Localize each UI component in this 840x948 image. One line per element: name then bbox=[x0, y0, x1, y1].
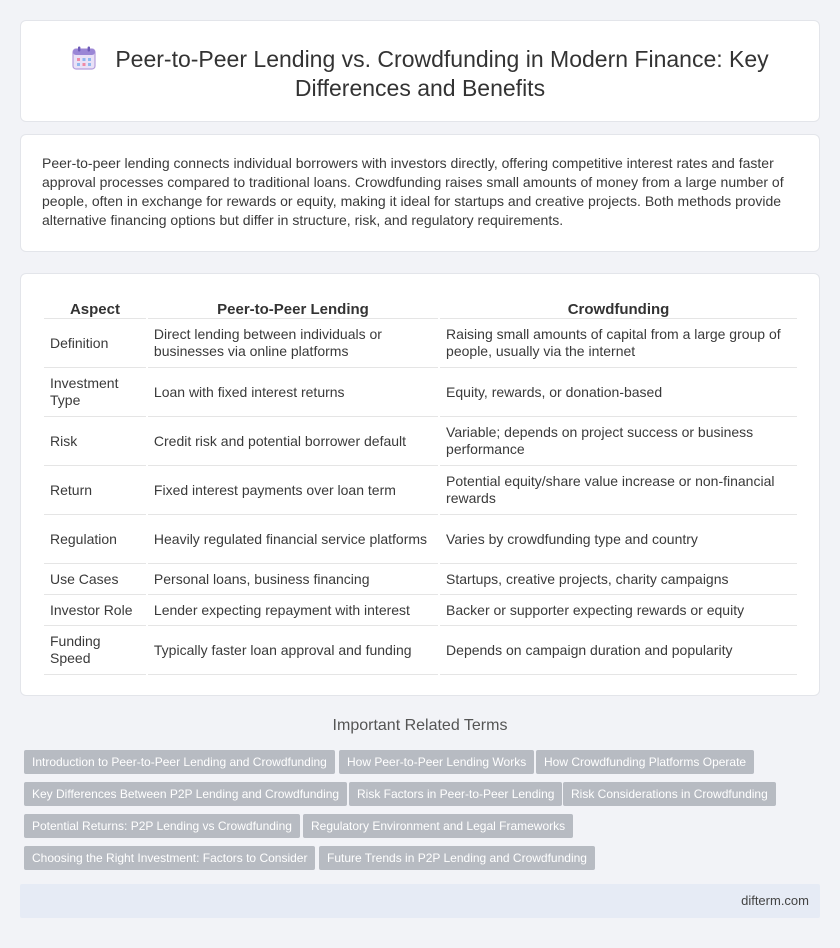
footer-bar bbox=[20, 884, 820, 918]
table-row bbox=[44, 626, 797, 675]
table-row bbox=[44, 417, 797, 466]
table-row bbox=[44, 564, 797, 595]
related-tag-regulatory[interactable]: Regulatory Environment and Legal Frameworks bbox=[303, 814, 573, 838]
p2p-cell: Personal loans, business financing bbox=[148, 564, 438, 595]
p2p-cell: Heavily regulated financial service platforms bbox=[148, 515, 438, 564]
footer-site-link[interactable]: difterm.com bbox=[741, 893, 809, 908]
table-row bbox=[44, 319, 797, 368]
p2p-cell: Direct lending between individuals or businesses via online platforms bbox=[148, 319, 438, 368]
related-tag-introduction[interactable]: Introduction to Peer-to-Peer Lending and Crowdfunding bbox=[24, 750, 335, 774]
related-tag-crowdfunding-risk[interactable]: Risk Considerations in Crowdfunding bbox=[563, 782, 776, 806]
title-card bbox=[20, 20, 820, 122]
related-tag-potential-returns[interactable]: Potential Returns: P2P Lending vs Crowdfunding bbox=[24, 814, 300, 838]
header-p2p: Peer-to-Peer Lending bbox=[148, 295, 438, 319]
page-title: Peer-to-Peer Lending vs. Crowdfunding in Modern Finance: Key Differences and Benefits bbox=[115, 46, 769, 101]
header-crowdfunding: Crowdfunding bbox=[440, 295, 797, 319]
related-tag-choosing-investment[interactable]: Choosing the Right Investment: Factors to Consider bbox=[24, 846, 315, 870]
p2p-cell: Loan with fixed interest returns bbox=[148, 368, 438, 417]
table-row bbox=[44, 515, 797, 564]
crowdfunding-cell: Potential equity/share value increase or non-financial rewards bbox=[440, 466, 797, 515]
table-row bbox=[44, 368, 797, 417]
table-row bbox=[44, 466, 797, 515]
related-tag-future-trends[interactable]: Future Trends in P2P Lending and Crowdfunding bbox=[319, 846, 595, 870]
aspect-cell: Risk bbox=[44, 417, 146, 466]
aspect-cell: Investor Role bbox=[44, 595, 146, 626]
p2p-cell: Fixed interest payments over loan term bbox=[148, 466, 438, 515]
related-tag-crowdfunding-platforms[interactable]: How Crowdfunding Platforms Operate bbox=[536, 750, 754, 774]
p2p-cell: Lender expecting repayment with interest bbox=[148, 595, 438, 626]
crowdfunding-cell: Equity, rewards, or donation-based bbox=[440, 368, 797, 417]
crowdfunding-cell: Raising small amounts of capital from a large group of people, usually via the internet bbox=[440, 319, 797, 368]
comparison-table bbox=[42, 295, 799, 675]
related-terms-heading: Important Related Terms bbox=[332, 717, 508, 734]
calendar-icon bbox=[71, 45, 97, 71]
intro-card bbox=[20, 134, 820, 252]
related-tag-how-p2p-works[interactable]: How Peer-to-Peer Lending Works bbox=[339, 750, 534, 774]
p2p-cell: Typically faster loan approval and funding bbox=[148, 626, 438, 675]
p2p-cell: Credit risk and potential borrower default bbox=[148, 417, 438, 466]
table-header-row bbox=[44, 295, 797, 319]
aspect-cell: Return bbox=[44, 466, 146, 515]
crowdfunding-cell: Variable; depends on project success or business performance bbox=[440, 417, 797, 466]
crowdfunding-cell: Backer or supporter expecting rewards or equity bbox=[440, 595, 797, 626]
crowdfunding-cell: Depends on campaign duration and popularity bbox=[440, 626, 797, 675]
aspect-cell: Use Cases bbox=[44, 564, 146, 595]
crowdfunding-cell: Varies by crowdfunding type and country bbox=[440, 515, 797, 564]
page-title-wrap bbox=[21, 45, 819, 103]
header-aspect: Aspect bbox=[44, 295, 146, 319]
related-tag-p2p-risk[interactable]: Risk Factors in Peer-to-Peer Lending bbox=[349, 782, 562, 806]
comparison-card bbox=[20, 273, 820, 696]
intro-paragraph: Peer-to-peer lending connects individual borrowers with investors directly, offering competitive interest rates and faster approval processes compared to traditional loans. Crowdfunding raises small amounts of money from a large number of people, often in exchange for rewards or equity, making it ideal for startups and creative projects. Both methods provide alternative financing options but differ in structure, risk, and regulatory requirements. bbox=[42, 155, 784, 228]
aspect-cell: Investment Type bbox=[44, 368, 146, 417]
crowdfunding-cell: Startups, creative projects, charity campaigns bbox=[440, 564, 797, 595]
aspect-cell: Funding Speed bbox=[44, 626, 146, 675]
table-row bbox=[44, 595, 797, 626]
aspect-cell: Regulation bbox=[44, 515, 146, 564]
related-tag-key-differences[interactable]: Key Differences Between P2P Lending and Crowdfunding bbox=[24, 782, 347, 806]
aspect-cell: Definition bbox=[44, 319, 146, 368]
